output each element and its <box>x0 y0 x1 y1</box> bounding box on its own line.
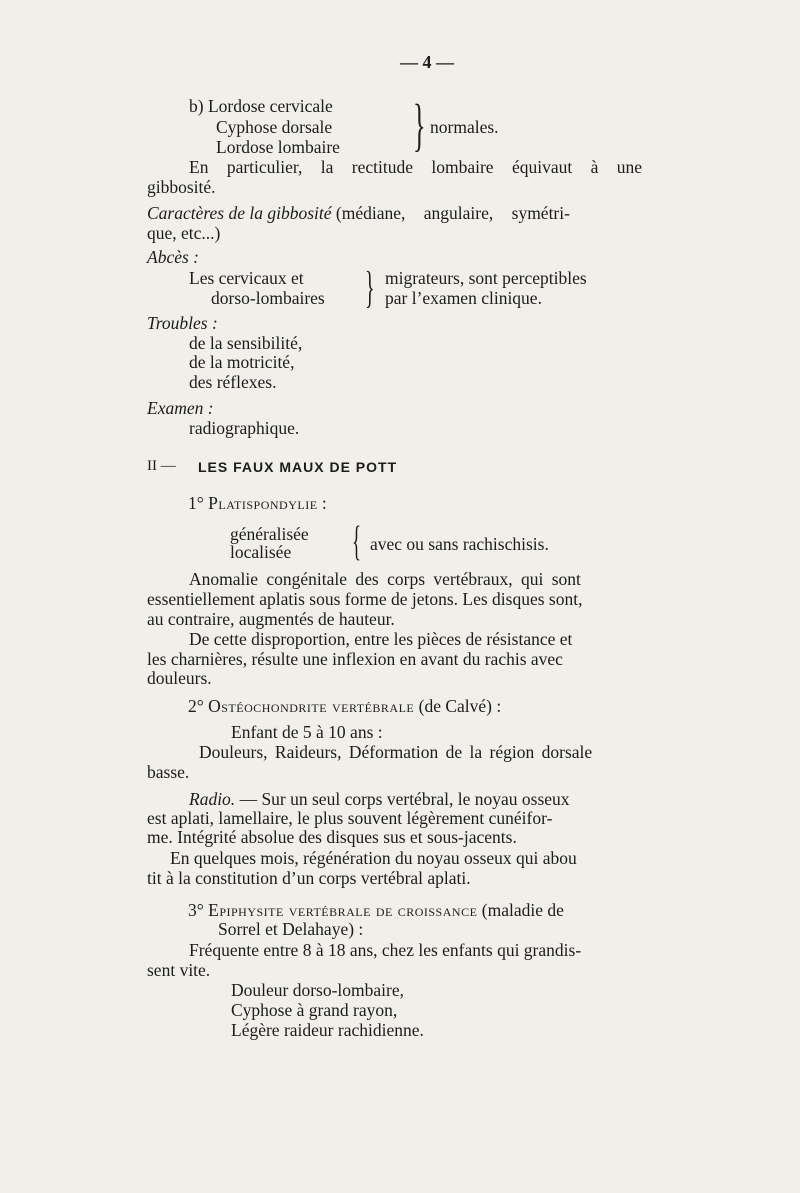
s1-brace-text: avec ou sans rachischisis. <box>370 534 549 554</box>
s1-para1-line-2: essentiellement aplatis sous forme de jetons. Les disques sont, <box>147 589 583 609</box>
page-number: — 4 — <box>400 52 454 72</box>
examen-title: Examen : <box>147 398 214 418</box>
s2-heading <box>188 696 501 717</box>
abces-right-1: migrateurs, sont perceptibles <box>385 268 587 288</box>
s3-item-3: Légère raideur rachidienne. <box>231 1020 424 1040</box>
s2-line-2: Douleurs, Raideurs, Déformation de la région dorsale <box>199 742 593 762</box>
examen-item: radiographique. <box>189 418 300 438</box>
brace: } <box>413 92 426 157</box>
s1-para1-line-3: au contraire, augmentés de hauteur. <box>147 609 395 629</box>
abces-left-1: Les cervicaux et <box>189 268 304 288</box>
brace: } <box>365 263 375 312</box>
s2-para-line-2: tit à la constitution d’un corps vertébral aplati. <box>147 868 471 888</box>
s3-rest: (maladie de <box>481 900 564 920</box>
s2-line-3: basse. <box>147 762 190 782</box>
troubles-item-3: des réflexes. <box>189 372 277 392</box>
s2-number: 2° <box>188 696 204 716</box>
s1-para1-line-1: Anomalie congénitale des corps vertébraux, qui sont <box>189 569 581 589</box>
s2-radio-text: — Sur un seul corps vertébral, le noyau osseux <box>239 789 570 809</box>
s1-para2-line-3: douleurs. <box>147 668 212 688</box>
s2-rest: (de Calvé) : <box>418 696 502 716</box>
s1-para2-line-1: De cette disproportion, entre les pièces de résistance et <box>189 629 573 649</box>
s3-item-2: Cyphose à grand rayon, <box>231 1000 398 1020</box>
s1-number: 1° <box>188 493 204 513</box>
s1-heading <box>188 493 327 514</box>
s3-number: 3° <box>188 900 204 920</box>
s1-title: Platispondylie <box>208 493 318 513</box>
abces-right-2: par l’examen clinique. <box>385 288 542 308</box>
s2-radio-line-3: me. Intégrité absolue des disques sus et sous-jacents. <box>147 827 517 847</box>
caracteres-line-1 <box>147 203 570 224</box>
caracteres-rest: (médiane, angulaire, symétri- <box>335 203 570 223</box>
s3-heading <box>188 900 564 921</box>
s2-radio-line-1 <box>189 789 570 810</box>
s2-para-line-1: En quelques mois, régénération du noyau osseux qui abou <box>170 848 577 868</box>
section-b-brace-text: normales. <box>430 117 499 137</box>
abces-left-2: dorso-lombaires <box>211 288 325 308</box>
s3-item-1: Douleur dorso-lombaire, <box>231 980 405 1000</box>
section-b-line-1: b) Lordose cervicale <box>189 96 333 116</box>
s3-para-line-2: sent vite. <box>147 960 211 980</box>
brace: { <box>352 519 362 565</box>
abces-title: Abcès : <box>147 247 199 267</box>
section-ii-title: LES FAUX MAUX DE POTT <box>198 459 398 475</box>
s1-option-2: localisée <box>230 542 292 562</box>
s1-para2-line-2: les charnières, résulte une inflexion en avant du rachis avec <box>147 649 563 669</box>
section-b-paragraph-line-1: En particulier, la rectitude lombaire équivaut à une <box>189 157 642 177</box>
section-b-paragraph-line-2: gibbosité. <box>147 177 216 197</box>
section-ii-number: II — <box>147 458 176 474</box>
s3-para-line-1: Fréquente entre 8 à 18 ans, chez les enfants qui grandis- <box>189 940 582 960</box>
s1-colon: : <box>321 493 327 513</box>
s2-radio-line-2: est aplati, lamellaire, le plus souvent légèrement cunéifor- <box>147 808 553 828</box>
caracteres-line-2: que, etc...) <box>147 223 221 243</box>
s2-line-1: Enfant de 5 à 10 ans : <box>231 722 383 742</box>
s3-line-2: Sorrel et Delahaye) : <box>218 919 364 939</box>
section-b-line-3: Lordose lombaire <box>216 137 340 157</box>
troubles-title: Troubles : <box>147 313 218 333</box>
s2-title: Ostéochondrite vertébrale <box>208 696 415 716</box>
section-b-line-2: Cyphose dorsale <box>216 117 333 137</box>
s1-option-1: généralisée <box>230 524 309 544</box>
caracteres-title: Caractères de la gibbosité <box>147 203 332 223</box>
troubles-item-1: de la sensibilité, <box>189 333 303 353</box>
s3-title: Epiphysite vertébrale de croissance <box>208 900 478 920</box>
s2-radio-label: Radio. <box>189 789 236 809</box>
troubles-item-2: de la motricité, <box>189 352 295 372</box>
